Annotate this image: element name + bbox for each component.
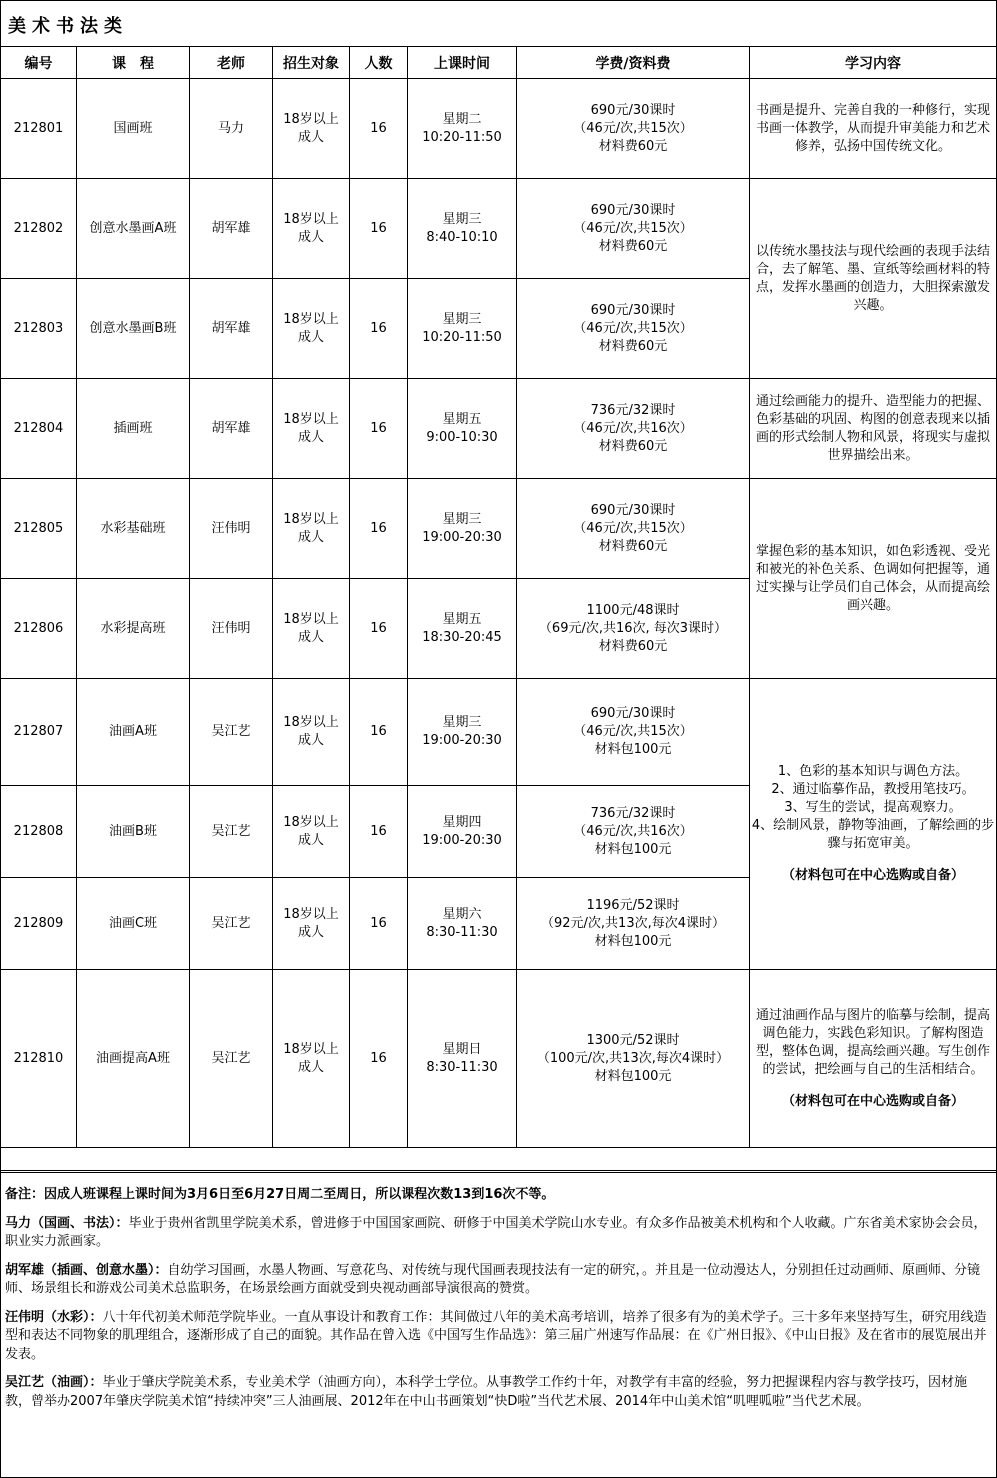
course-time <box>408 970 517 1148</box>
fee-line: （100元/次,共13次,每次4课时） <box>536 1050 730 1066</box>
course-fee <box>517 279 750 379</box>
target-line: 18岁以上 <box>283 511 339 527</box>
fee-line: （46元/次,共15次） <box>573 120 693 136</box>
fee-line: 材料包100元 <box>594 1068 672 1084</box>
content-line: 以传统水墨技法与现代绘画的表现手法结合，去了解笔、墨、宣纸等绘画材料的特点，发挥水墨画的创造力，大胆探索激发兴趣。 <box>755 243 990 313</box>
table-row <box>1 970 997 1148</box>
target-line: 18岁以上 <box>283 411 339 427</box>
course-fee <box>517 579 750 679</box>
content-line: 3、写生的尝试，提高观察力。 <box>784 800 962 815</box>
course-fee <box>517 878 750 970</box>
target-line: 成人 <box>297 429 324 445</box>
course-id: 212804 <box>1 379 77 479</box>
table-row <box>1 179 997 279</box>
course-time <box>408 79 517 179</box>
target-line: 成人 <box>297 924 324 940</box>
content-line: 1、色彩的基本知识与调色方法。 <box>777 764 969 779</box>
fee-line: 材料费60元 <box>598 438 668 454</box>
fee-line: 材料费60元 <box>598 638 668 654</box>
course-teacher: 汪伟明 <box>190 479 273 579</box>
course-id: 212803 <box>1 279 77 379</box>
course-time <box>408 679 517 786</box>
course-hours: 10:20-11:50 <box>422 329 502 345</box>
remark: 备注：因成人班课程上课时间为3月6日至6月27日周二至周日，所以课程次数13到16次不等。 <box>5 1187 555 1202</box>
target-line: 成人 <box>297 529 324 545</box>
course-id: 212802 <box>1 179 77 279</box>
course-target <box>273 379 350 479</box>
course-count: 16 <box>350 970 408 1148</box>
course-table <box>0 46 997 1173</box>
course-teacher: 胡军雄 <box>190 279 273 379</box>
target-line: 成人 <box>297 832 324 848</box>
course-target <box>273 786 350 878</box>
course-target <box>273 279 350 379</box>
course-id: 212806 <box>1 579 77 679</box>
fee-line: 1196元/52课时 <box>586 897 680 913</box>
course-fee <box>517 479 750 579</box>
target-line: 成人 <box>297 733 324 748</box>
course-teacher: 胡军雄 <box>190 379 273 479</box>
spacer-cell <box>1 1148 997 1173</box>
fee-line: （46元/次,共15次） <box>573 724 693 739</box>
course-teacher: 胡军雄 <box>190 179 273 279</box>
course-teacher: 吴江艺 <box>190 970 273 1148</box>
target-line: 18岁以上 <box>283 814 339 830</box>
course-time <box>408 479 517 579</box>
course-teacher: 吴江艺 <box>190 878 273 970</box>
fee-line: 材料包100元 <box>594 933 672 949</box>
target-line: 成人 <box>297 129 324 145</box>
course-id: 212801 <box>1 79 77 179</box>
course-fee <box>517 970 750 1148</box>
fee-line: （46元/次,共15次） <box>573 220 693 236</box>
spacer-row <box>1 1148 997 1173</box>
course-name: 油画A班 <box>77 679 190 786</box>
target-line: 18岁以上 <box>283 1041 339 1057</box>
course-count: 16 <box>350 179 408 279</box>
fee-line: （46元/次,共15次） <box>573 320 693 336</box>
course-id: 212805 <box>1 479 77 579</box>
course-target <box>273 479 350 579</box>
course-hours: 10:20-11:50 <box>422 129 502 145</box>
fee-line: 690元/30课时 <box>590 102 676 118</box>
course-day: 星期日 <box>442 1041 482 1057</box>
course-teacher: 汪伟明 <box>190 579 273 679</box>
course-id: 212808 <box>1 786 77 878</box>
target-line: 18岁以上 <box>283 311 339 327</box>
fee-line: （46元/次,共15次） <box>573 520 693 536</box>
table-row <box>1 679 997 786</box>
course-day: 星期六 <box>442 906 482 922</box>
course-content <box>750 479 997 679</box>
page-title: 美术书法类 <box>8 16 128 37</box>
content-line: 通过绘画能力的提升、造型能力的把握、色彩基础的巩固、构图的创意表现来以插画的形式绘制人物和风景，将现实与虚拟世界描绘出来。 <box>755 393 990 463</box>
course-day: 星期三 <box>442 511 482 527</box>
course-target <box>273 970 350 1148</box>
course-hours: 19:00-20:30 <box>422 832 502 848</box>
course-count: 16 <box>350 379 408 479</box>
target-line: 18岁以上 <box>283 906 339 922</box>
target-line: 成人 <box>297 1059 324 1075</box>
course-hours: 19:00-20:30 <box>422 529 502 545</box>
course-content <box>750 970 997 1148</box>
notes-divider <box>0 1170 996 1171</box>
header-fee: 学费/资料费 <box>517 47 750 79</box>
course-day: 星期五 <box>442 411 482 427</box>
course-name: 国画班 <box>77 79 190 179</box>
course-day: 星期五 <box>442 611 482 627</box>
fee-line: 材料费60元 <box>598 238 668 254</box>
course-content <box>750 379 997 479</box>
fee-line: 材料包100元 <box>594 742 672 757</box>
fee-line: 材料费60元 <box>598 138 668 154</box>
course-time <box>408 179 517 279</box>
course-day: 星期二 <box>442 111 482 127</box>
course-count: 16 <box>350 786 408 878</box>
fee-line: 材料费60元 <box>598 338 668 354</box>
course-name: 插画班 <box>77 379 190 479</box>
table-row <box>1 479 997 579</box>
fee-line: 1100元/48课时 <box>586 602 680 618</box>
fee-line: 736元/32课时 <box>590 805 676 821</box>
course-time <box>408 579 517 679</box>
material-note: （材料包可在中心选购或自备） <box>781 1093 964 1109</box>
course-count: 16 <box>350 679 408 786</box>
course-count: 16 <box>350 579 408 679</box>
course-name: 油画提高A班 <box>77 970 190 1148</box>
course-id: 212807 <box>1 679 77 786</box>
header-teacher: 老师 <box>190 47 273 79</box>
header-row <box>1 47 997 79</box>
course-fee <box>517 679 750 786</box>
course-day: 星期四 <box>442 814 482 830</box>
fee-line: （92元/次,共13次,每次4课时） <box>541 915 725 931</box>
table-row <box>1 79 997 179</box>
fee-line: （69元/次,共16次, 每次3课时） <box>538 620 728 636</box>
bio-wang-weiming: 汪伟明（水彩）：八十年代初美术师范学院毕业。一直从事设计和教育工作：其间做过八年的美术高考培训，培养了很多有为的美术学子。三十多年来坚持写生，研究用线造型和表达不同物象的肌理组合，逐渐形成了自己的面貌。其作品在曾入选《中国写生作品选》：第三届广州速写作品展：在《广州日报》、《中山日报》及在省市的展览展出并发表。 <box>5 1309 987 1362</box>
course-id: 212810 <box>1 970 77 1148</box>
material-note: （材料包可在中心选购或自备） <box>781 868 964 883</box>
fee-line: 材料包100元 <box>594 841 672 857</box>
content-line: 2、通过临摹作品，教授用笔技巧。 <box>771 782 975 797</box>
fee-line: 690元/30课时 <box>590 302 676 318</box>
target-line: 成人 <box>297 329 324 345</box>
fee-line: 690元/30课时 <box>590 202 676 218</box>
course-content <box>750 79 997 179</box>
target-line: 18岁以上 <box>283 111 339 127</box>
course-count: 16 <box>350 878 408 970</box>
target-line: 成人 <box>297 629 324 645</box>
course-name: 油画B班 <box>77 786 190 878</box>
fee-line: （46元/次,共16次） <box>573 823 693 839</box>
course-name: 油画C班 <box>77 878 190 970</box>
course-time <box>408 786 517 878</box>
course-target <box>273 878 350 970</box>
course-name: 创意水墨画B班 <box>77 279 190 379</box>
course-target <box>273 79 350 179</box>
fee-line: 736元/32课时 <box>590 402 676 418</box>
header-content: 学习内容 <box>750 47 997 79</box>
course-count: 16 <box>350 279 408 379</box>
course-time <box>408 379 517 479</box>
course-time <box>408 878 517 970</box>
course-target <box>273 179 350 279</box>
fee-line: 材料费60元 <box>598 538 668 554</box>
header-id: 编号 <box>1 47 77 79</box>
notes-section <box>5 1186 993 1421</box>
fee-line: （46元/次,共16次） <box>573 420 693 436</box>
course-hours: 8:30-11:30 <box>426 1059 498 1075</box>
target-line: 18岁以上 <box>283 611 339 627</box>
bio-hu-junxiong: 胡军雄（插画、创意水墨）：自幼学习国画，水墨人物画、写意花鸟、对传统与现代国画表现技法有一定的研究，。并且是一位动漫达人，分别担任过动画师、原画师、分镜师、场景组长和游戏公司美术总监职务，在场景绘画方面就受到央视动画部导演很高的赞赏。 <box>5 1262 981 1296</box>
course-hours: 18:30-20:45 <box>422 629 502 645</box>
course-fee <box>517 179 750 279</box>
course-day: 星期三 <box>442 715 482 730</box>
course-hours: 8:40-10:10 <box>426 229 498 245</box>
course-teacher: 吴江艺 <box>190 679 273 786</box>
course-count: 16 <box>350 79 408 179</box>
target-line: 成人 <box>297 229 324 245</box>
course-content <box>750 679 997 970</box>
target-line: 18岁以上 <box>283 715 339 730</box>
fee-line: 1300元/52课时 <box>586 1032 680 1048</box>
content-line: 书画是提升、完善自我的一种修行，实现书画一体教学，从而提升审美能力和艺术修养，弘扬中国传统文化。 <box>755 102 990 154</box>
course-name: 创意水墨画A班 <box>77 179 190 279</box>
course-content <box>750 179 997 379</box>
course-name: 水彩提高班 <box>77 579 190 679</box>
course-hours: 8:30-11:30 <box>426 924 498 940</box>
course-fee <box>517 786 750 878</box>
course-target <box>273 579 350 679</box>
course-teacher: 吴江艺 <box>190 786 273 878</box>
course-target <box>273 679 350 786</box>
course-fee <box>517 379 750 479</box>
header-target: 招生对象 <box>273 47 350 79</box>
fee-line: 690元/30课时 <box>590 502 676 518</box>
fee-line: 690元/30课时 <box>590 706 676 721</box>
table-row <box>1 379 997 479</box>
course-fee <box>517 79 750 179</box>
course-teacher: 马力 <box>190 79 273 179</box>
course-count: 16 <box>350 479 408 579</box>
content-line: 4、绘制风景，静物等油画，了解绘画的步骤与拓宽审美。 <box>751 818 995 851</box>
course-time <box>408 279 517 379</box>
bio-ma-li: 马力（国画、书法）：毕业于贵州省凯里学院美术系，曾进修于中国国家画院、研修于中国美术学院山水专业。有众多作品被美术机构和个人收藏。广东省美术家协会会员，职业实力派画家。 <box>5 1215 987 1249</box>
course-name: 水彩基础班 <box>77 479 190 579</box>
header-course: 课 程 <box>77 47 190 79</box>
course-day: 星期三 <box>442 311 482 327</box>
target-line: 18岁以上 <box>283 211 339 227</box>
header-time: 上课时间 <box>408 47 517 79</box>
header-count: 人数 <box>350 47 408 79</box>
course-day: 星期三 <box>442 211 482 227</box>
course-hours: 19:00-20:30 <box>422 733 502 748</box>
course-hours: 9:00-10:30 <box>426 429 498 445</box>
content-line: 掌握色彩的基本知识，如色彩透视、受光和被光的补色关系、色调如何把握等，通过实操与让学员们自己体会，从而提高绘画兴趣。 <box>755 543 990 613</box>
course-id: 212809 <box>1 878 77 970</box>
content-line: 通过油画作品与图片的临摹与绘制，提高调色能力，实践色彩知识。了解构图造型，整体色调，提高绘画兴趣。写生创作的尝试，把绘画与自己的生活相结合。 <box>755 1007 990 1077</box>
bio-wu-jiangyi: 吴江艺（油画）：毕业于肇庆学院美术系，专业美术学（油画方向），本科学士学位。从事教学工作约十年，对教学有丰富的经验，努力把握课程内容与教学技巧，因材施教，曾举办2007年肇庆学院美术馆“持续冲突”三人油画展、2012年在中山书画策划“快D啦”当代艺术展、2014年中山美术馆“叽哩呱啦”当代艺术展。 <box>5 1375 968 1409</box>
